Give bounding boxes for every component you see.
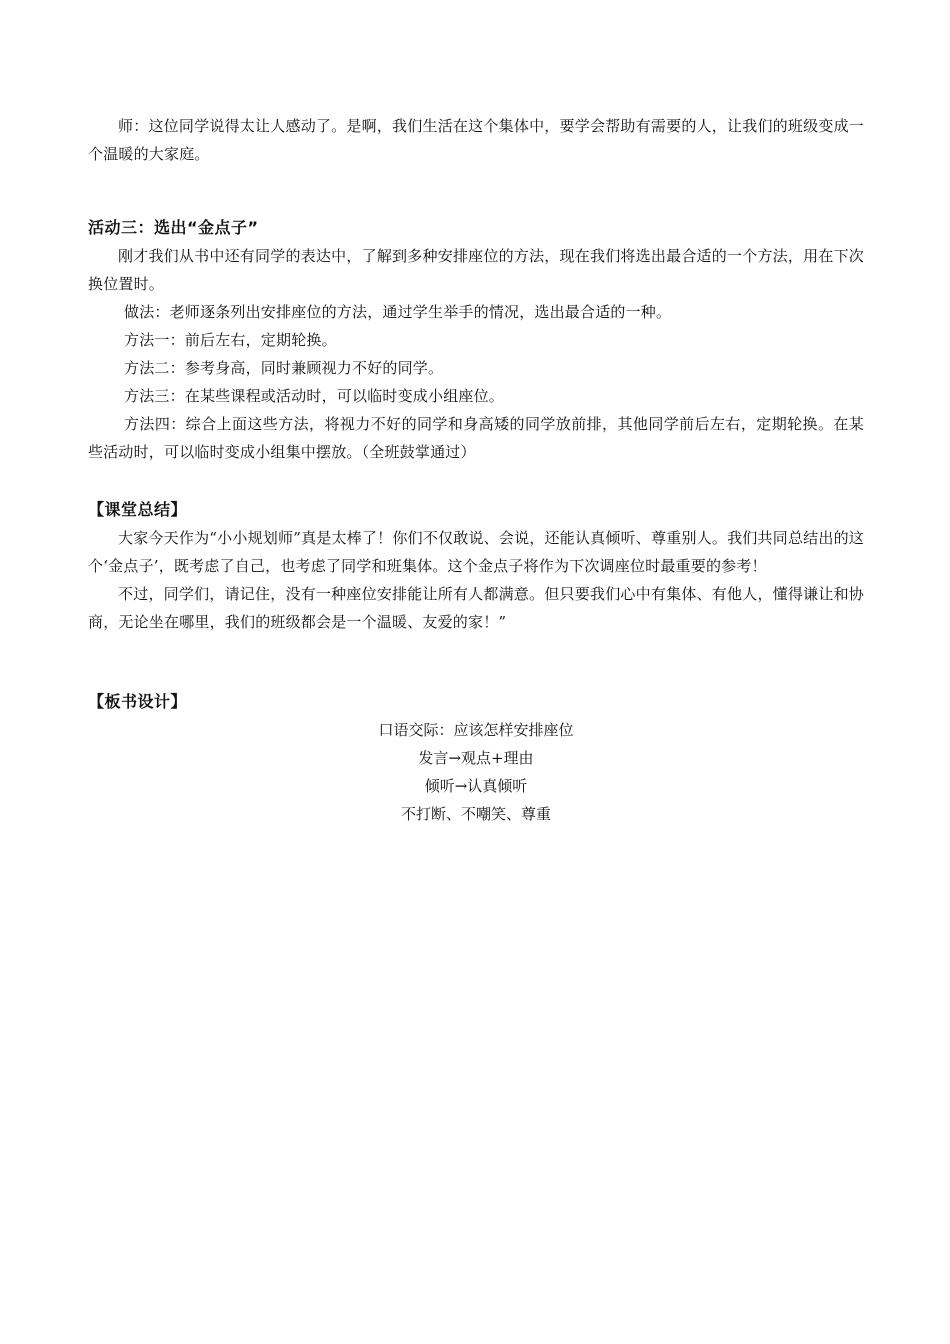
method-item: 方法一：前后左右，定期轮换。: [124, 331, 337, 349]
spacer: [88, 636, 864, 688]
method-item: 方法四：综合上面这些方法，将视力不好的同学和身高矮的同学放前排，其他同学前后左右，定期轮换。在某些活动时，可以临时变成小组集中摆放。（全班鼓掌通过）: [88, 415, 864, 461]
board-line: 口语交际：应该怎样安排座位: [378, 721, 574, 739]
summary-heading: 【课堂总结】: [88, 500, 188, 519]
method-item: 方法三：在某些课程或活动时，可以临时变成小组座位。: [124, 387, 505, 405]
summary-paragraph: 不过，同学们，请记住，没有一种座位安排能让所有人都满意。但只要我们心中有集体、有他人，懂得谦让和协商，无论坐在哪里，我们的班级都会是一个温暖、友爱的家！”: [88, 585, 864, 631]
activity3-method-desc: 做法：老师逐条列出安排座位的方法，通过学生举手的情况，选出最合适的一种。: [124, 303, 672, 321]
summary-paragraph: 大家今天作为“小小规划师”真是太棒了！你们不仅敢说、会说，还能认真倾听、尊重别人。我们共同总结出的这个‘金点子’，既考虑了自己，也考虑了同学和班集体。这个金点子将作为下次调座位时最重要的参考！: [88, 529, 864, 575]
board-line: 不打断、不嘲笑、尊重: [400, 805, 551, 823]
board-heading: 【板书设计】: [88, 692, 188, 711]
spacer: [88, 168, 864, 214]
board-line: 发言→观点+理由: [418, 749, 534, 767]
method-item: 方法二：参考身高，同时兼顾视力不好的同学。: [124, 359, 444, 377]
teacher-paragraph: 师：这位同学说得太让人感动了。是啊，我们生活在这个集体中，要学会帮助有需要的人，让我们的班级变成一个温暖的大家庭。: [88, 117, 864, 163]
spacer: [88, 466, 864, 496]
activity3-heading: 活动三：选出“金点子”: [88, 218, 259, 237]
document-page: [88, 112, 864, 828]
board-line: 倾听→认真倾听: [424, 777, 528, 795]
activity3-intro: 刚才我们从书中还有同学的表达中，了解到多种安排座位的方法，现在我们将选出最合适的一个方法，用在下次换位置时。: [88, 247, 864, 293]
